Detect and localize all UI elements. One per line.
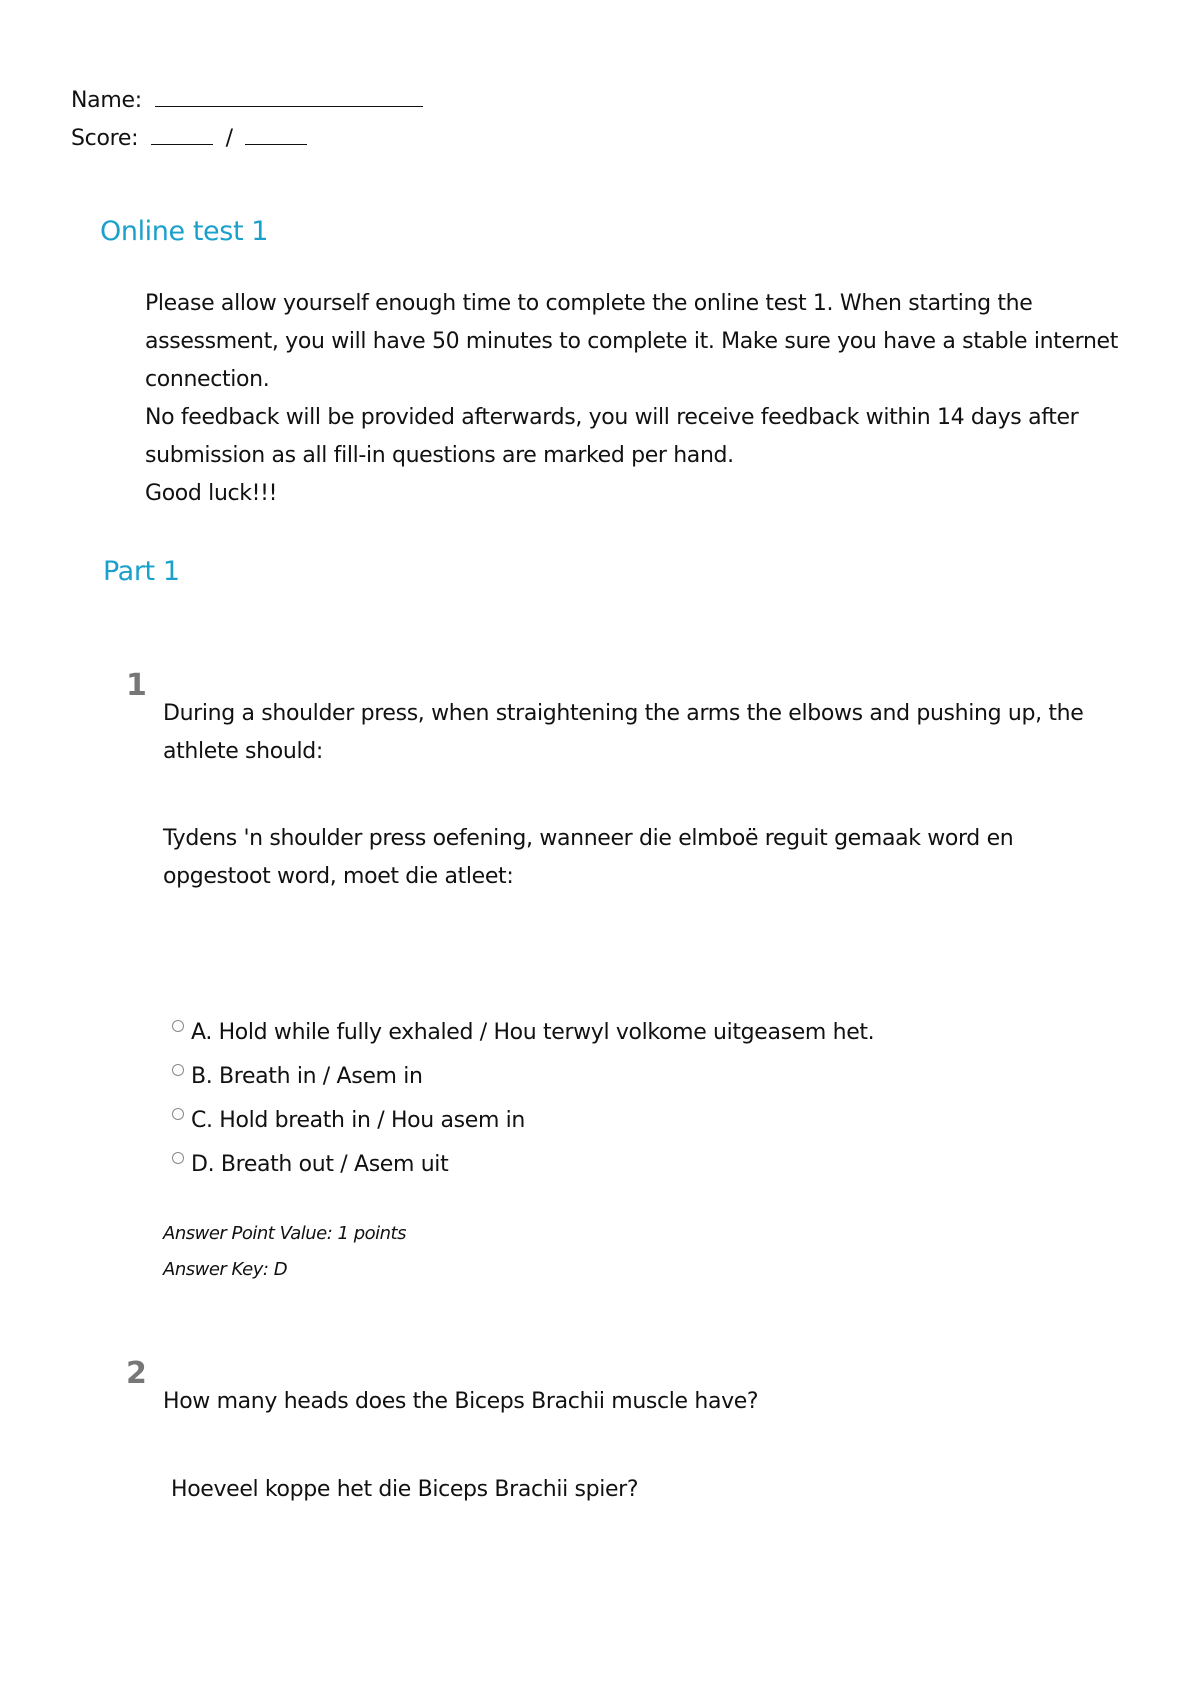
- name-label: Name:: [71, 88, 142, 113]
- question-number: 2: [126, 1356, 147, 1391]
- question-text-afrikaans: [171, 1471, 1131, 1509]
- part-title: Part 1: [103, 556, 180, 587]
- question-number: 1: [126, 668, 147, 703]
- intro-paragraph: Please allow yourself enough time to complete the online test 1. When starting the assessment, you will have 50 minutes to complete it. Make sure you have a stable internet connection.: [145, 291, 1118, 392]
- option-d[interactable]: [172, 1152, 448, 1177]
- score-blank-total: [245, 126, 307, 145]
- question-text-en: During a shoulder press, when straightening the arms the elbows and pushing up, the athlete should:: [163, 701, 1084, 764]
- question-text-english: [163, 695, 1123, 771]
- intro-paragraph: Good luck!!!: [145, 481, 278, 506]
- option-label: D. Breath out / Asem uit: [191, 1152, 449, 1177]
- option-a[interactable]: [172, 1020, 874, 1045]
- radio-button-icon[interactable]: [172, 1108, 184, 1120]
- test-title: Online test 1: [100, 216, 269, 247]
- name-line: [71, 88, 423, 113]
- score-blank-earned: [151, 126, 213, 145]
- option-label: A. Hold while fully exhaled / Hou terwyl volkome uitgeasem het.: [191, 1020, 875, 1045]
- question-text-afrikaans: [163, 820, 1123, 896]
- intro-text: [145, 285, 1155, 513]
- option-label: C. Hold breath in / Hou asem in: [191, 1108, 526, 1133]
- radio-button-icon[interactable]: [172, 1020, 184, 1032]
- score-label: Score:: [71, 126, 139, 151]
- option-b[interactable]: [172, 1064, 423, 1089]
- score-line: [71, 126, 307, 151]
- option-label: B. Breath in / Asem in: [191, 1064, 423, 1089]
- question-text-en: How many heads does the Biceps Brachii muscle have?: [163, 1389, 759, 1414]
- question-text-af: Hoeveel koppe het die Biceps Brachii spier?: [171, 1477, 639, 1502]
- intro-paragraph: No feedback will be provided afterwards, you will receive feedback within 14 days after submission as all fill-in questions are marked per hand.: [145, 405, 1079, 468]
- answer-point-value: Answer Point Value: 1 points: [163, 1223, 406, 1244]
- radio-button-icon[interactable]: [172, 1152, 184, 1164]
- question-text-english: [163, 1383, 1123, 1421]
- option-c[interactable]: [172, 1108, 525, 1133]
- name-blank: [155, 88, 423, 107]
- question-text-af: Tydens 'n shoulder press oefening, wanneer die elmboë reguit gemaak word en opgestoot word, moet die atleet:: [163, 826, 1014, 889]
- radio-button-icon[interactable]: [172, 1064, 184, 1076]
- answer-key: Answer Key: D: [163, 1259, 288, 1280]
- score-separator: /: [225, 126, 233, 151]
